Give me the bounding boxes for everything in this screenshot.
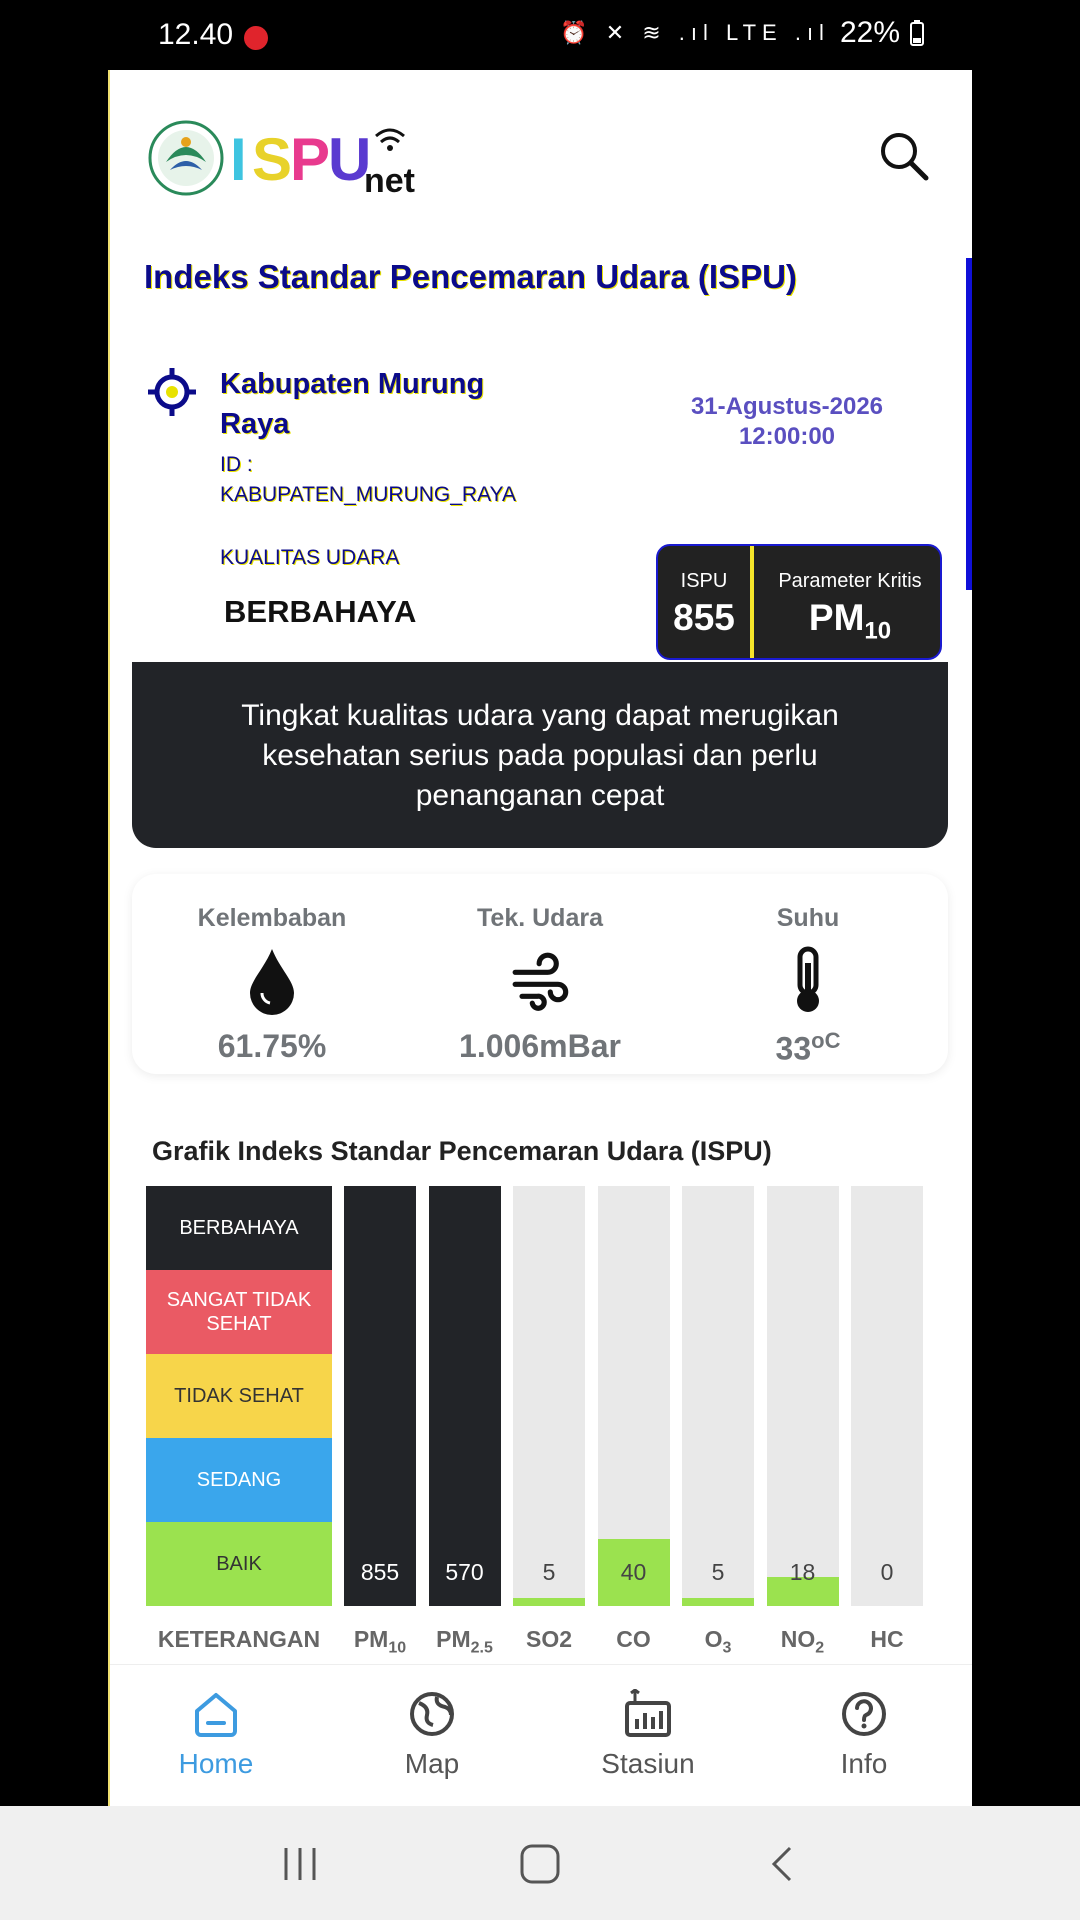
- status-right: [560, 16, 924, 50]
- chart-bar: [682, 1186, 754, 1606]
- humidity-label: Kelembaban: [197, 904, 347, 932]
- bottom-navigation: [108, 1664, 972, 1806]
- nav-home-label: Home: [178, 1748, 254, 1779]
- ispu-label: ISPU: [680, 570, 728, 592]
- chart-tick-label: CO: [616, 1626, 651, 1652]
- measurement-datetime: [662, 392, 912, 452]
- map-icon: [407, 1689, 457, 1739]
- app-screen: [108, 70, 972, 1806]
- ispu-value: 855: [673, 597, 735, 638]
- chart-tick-label: $PM_{2.5}$: [436, 1626, 493, 1657]
- nav-home[interactable]: [108, 1665, 324, 1806]
- chart-bar-fill: [429, 1186, 501, 1606]
- chart-bar-fill: [682, 1598, 754, 1606]
- location-id: [220, 450, 580, 510]
- ispu-index: [658, 546, 754, 658]
- air-quality-value: BERBAHAYA: [224, 594, 417, 629]
- recent-apps-icon[interactable]: [278, 1844, 322, 1884]
- chart-bar: [344, 1186, 416, 1606]
- svg-text:U: U: [328, 126, 372, 193]
- nav-info[interactable]: [756, 1665, 972, 1806]
- station-icon: [623, 1689, 673, 1739]
- chart-title: Grafik Indeks Standar Pencemaran Udara (ISPU): [152, 1136, 772, 1166]
- nav-info-label: Info: [840, 1748, 888, 1779]
- thermometer-icon: [778, 945, 838, 1015]
- search-icon: [876, 128, 932, 184]
- chart-bar: [598, 1186, 670, 1606]
- home-icon: [191, 1689, 241, 1739]
- pressure-value: 1.006mBar: [459, 1028, 621, 1064]
- chart-bar-fill: [344, 1186, 416, 1606]
- pressure-item: [410, 874, 670, 1065]
- chart-bar: [767, 1186, 839, 1606]
- legend-band: BERBAHAYA: [146, 1186, 332, 1270]
- chart-tick-label: $O_3$: [704, 1626, 732, 1657]
- temperature-value: $33^{oC}$: [775, 1028, 841, 1067]
- nav-stasiun[interactable]: [540, 1665, 756, 1806]
- legend-title: KETERANGAN: [157, 1626, 321, 1652]
- nav-map[interactable]: [324, 1665, 540, 1806]
- critical-parameter: [758, 546, 942, 658]
- status-bar: [0, 0, 1080, 70]
- critical-parameter-value: $PM_{10}$: [808, 597, 892, 645]
- nav-map-label: Map: [404, 1748, 460, 1779]
- location-id-value: KABUPATEN_MURUNG_RAYA: [220, 483, 516, 506]
- measurement-date: 31-Agustus-2026: [690, 393, 884, 420]
- legend-band: TIDAK SEHAT: [146, 1354, 332, 1438]
- page-title: Indeks Standar Pencemaran Udara (ISPU): [144, 258, 797, 295]
- weather-card: [132, 874, 948, 1074]
- status-icons: ⏰ ✕ ≋ .ıl LTE .ıl: [560, 20, 830, 45]
- chart-bar-value: 18: [789, 1559, 816, 1585]
- svg-text:P: P: [290, 126, 331, 193]
- temperature-item: [678, 874, 938, 1068]
- ispunet-logo[interactable]: [148, 112, 428, 202]
- chart-bar-value: 570: [445, 1559, 484, 1585]
- chart-bars: [132, 1186, 948, 1606]
- chart-bar: [429, 1186, 501, 1606]
- info-icon: [839, 1689, 889, 1739]
- battery-icon: [910, 20, 924, 46]
- back-icon[interactable]: [760, 1844, 804, 1884]
- nav-stasiun-label: Stasiun: [601, 1748, 695, 1779]
- legend-band: SANGAT TIDAK SEHAT: [146, 1270, 332, 1354]
- chart-bar-value: 5: [542, 1559, 556, 1585]
- chart-bar-value: 0: [880, 1559, 894, 1585]
- location-id-label: ID :: [220, 453, 253, 476]
- critical-parameter-label: Parameter Kritis: [778, 570, 922, 592]
- chart-bar-value: 40: [620, 1559, 647, 1585]
- location-name: Kabupaten Murung Raya: [220, 368, 485, 440]
- chart-tick-label: $PM_{10}$: [353, 1626, 407, 1657]
- chart-axis-labels: [132, 1626, 948, 1666]
- search-button[interactable]: [876, 128, 932, 184]
- humidity-item: [142, 874, 402, 1065]
- chart-tick-label: SO2: [525, 1626, 573, 1652]
- water-drop-icon: [242, 945, 302, 1015]
- logo-text-i: I: [230, 126, 247, 193]
- pressure-label: Tek. Udara: [477, 904, 603, 932]
- chart-bar-value: 5: [711, 1559, 725, 1585]
- location-target-icon: [146, 366, 198, 418]
- humidity-value: 61.75%: [217, 1028, 327, 1064]
- chart-bar: [513, 1186, 585, 1606]
- location-card: [132, 350, 948, 645]
- measurement-time: 12:00:00: [738, 423, 836, 450]
- legend-band: SEDANG: [146, 1438, 332, 1522]
- status-time: 12.40: [158, 18, 234, 51]
- temperature-label: Suhu: [776, 904, 840, 932]
- wind-icon: [510, 945, 570, 1015]
- air-quality-label: KUALITAS UDARA: [220, 546, 400, 569]
- notification-dot-icon: [244, 26, 268, 50]
- chart-tick-label: $NO_2$: [780, 1626, 825, 1657]
- quality-description: Tingkat kualitas udara yang dapat merugikan kesehatan serius pada populasi dan perlu penanganan cepat: [132, 662, 948, 848]
- chart-bar-fill: [513, 1598, 585, 1606]
- edge-highlight: [108, 70, 110, 1806]
- ispu-chart-card: [132, 1100, 948, 1720]
- battery-percent: 22%: [839, 16, 900, 49]
- ispu-summary-box: [656, 544, 942, 660]
- home-button-icon[interactable]: [518, 1844, 562, 1884]
- legend-band: BAIK: [146, 1522, 332, 1606]
- svg-text:S: S: [252, 126, 293, 193]
- scroll-indicator: [966, 258, 972, 590]
- system-navigation-bar: [0, 1806, 1080, 1920]
- chart-tick-label: HC: [870, 1626, 904, 1652]
- svg-text:net: net: [364, 162, 415, 200]
- chart-bar: [851, 1186, 923, 1606]
- app-header: [108, 70, 972, 230]
- chart-bar-value: 855: [360, 1559, 400, 1585]
